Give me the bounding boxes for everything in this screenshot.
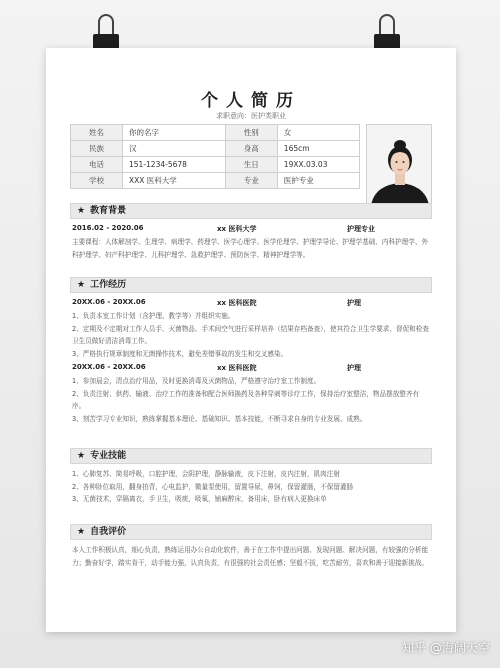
duty-line: 1、负责本室工作计划（含护理、教学等）并组织实施。 — [72, 312, 235, 320]
info-value: 165cm — [277, 141, 359, 157]
star-icon: ★ — [77, 451, 86, 461]
info-key: 身高 — [225, 141, 277, 157]
section-header — [70, 448, 432, 464]
info-row — [71, 141, 360, 157]
resume-title: 个人简历 — [201, 91, 301, 111]
resume-paper — [46, 48, 456, 632]
star-icon: ★ — [77, 527, 86, 537]
entry-period: 20XX.06 - 20XX.06 — [72, 298, 146, 306]
section-title: 工作经历 — [90, 280, 127, 290]
duty-line: 2、定期及不定期对工作人员手、灭菌物品、手术间空气进行采样培养（结果存档备查），使其符合卫生学要求、督促和检查卫生员做好清洁消毒工作。 — [72, 324, 429, 345]
section-title: 自我评价 — [90, 527, 127, 537]
work-entry — [70, 363, 432, 373]
info-value: 医护专业 — [277, 173, 359, 189]
work-duties — [70, 375, 432, 425]
info-key: 性别 — [225, 125, 277, 141]
entry-role: 护理 — [347, 364, 361, 372]
education-section — [70, 203, 432, 261]
duty-line: 2、负责注射、供药、输液、治疗工作的准备和配合医师换药及各种穿刺等诊疗工作，保持治疗室整洁，物品摆放整齐有序。 — [72, 389, 420, 410]
self-evaluation-text: 本人工作积极认真，细心负责，熟练运用办公自动化软件，善于在工作中提出问题、发现问题、解决问题，有较强的分析能力；勤奋好学，踏实肯干，动手能力强，认真负责，有很强的社会责任感；坚毅不拔，吃苦耐劳，喜欢和善于迎接新挑战。 — [72, 546, 429, 567]
info-value: 19XX.03.03 — [277, 157, 359, 173]
star-icon: ★ — [77, 280, 86, 290]
profile-photo — [366, 124, 432, 204]
info-key: 民族 — [71, 141, 123, 157]
job-intent: 求职意向：医护类职业 — [216, 112, 286, 120]
entry-role: 护理专业 — [347, 225, 375, 233]
work-entry — [70, 298, 432, 308]
section-header — [70, 524, 432, 540]
info-key: 电话 — [71, 157, 123, 173]
section-header — [70, 203, 432, 219]
duty-line: 3、严格执行规章制度和无菌操作技术，避免差错事故的发生和交叉感染。 — [72, 349, 288, 358]
skills-section — [70, 448, 432, 506]
section-title: 专业技能 — [90, 451, 127, 461]
entry-period: 2016.02 - 2020.06 — [72, 224, 144, 232]
info-key: 生日 — [225, 157, 277, 173]
section-title: 教育背景 — [90, 206, 127, 216]
section-header — [70, 277, 432, 293]
info-value: 151-1234-5678 — [123, 157, 226, 173]
duty-line: 3、刻苦学习专业知识，熟练掌握基本理论、基础知识、基本技能，不断寻求自身的专业发展、成熟。 — [72, 414, 367, 423]
education-courses: 主要课程：人体解剖学、生理学、病理学、药理学、医学心理学、医学伦理学、护理学导论、护理学基础、内科护理学、外科护理学、妇产科护理学、儿科护理学、急救护理学、预防医学、精神护理学等。 — [72, 238, 429, 259]
info-row — [71, 157, 360, 173]
info-row — [71, 125, 360, 141]
skill-line: 3、无菌技术，穿隔离衣，手卫生，吸痰，吸氧，铺麻醉床，备用床，卧有病人更换床单 — [72, 495, 327, 503]
info-value: 你的名字 — [123, 125, 226, 141]
work-duties — [70, 310, 432, 360]
info-key: 专业 — [225, 173, 277, 189]
info-key: 学校 — [71, 173, 123, 189]
skill-line: 2、各种卧位取用，翻身拍背，心电监护，微量泵使用，留置导尿，鼻饲，保留灌肠，不保留灌肠 — [72, 482, 354, 491]
self-evaluation-section — [70, 524, 432, 569]
duty-line: 1、参加晨会，清点治疗用品，及时更换消毒及灭菌物品，严格遵守治疗室工作制度。 — [72, 377, 321, 385]
skills-list — [70, 468, 432, 506]
watermark: 知乎 @海阔天空 — [402, 641, 490, 655]
entry-org: xx 医科医院 — [217, 364, 257, 372]
person-portrait-icon — [367, 125, 432, 204]
entry-org: xx 医科医院 — [217, 299, 257, 307]
star-icon: ★ — [77, 206, 86, 216]
personal-info-table — [70, 124, 360, 189]
skill-line: 1、心肺复苏、简易呼吸，口腔护理，会阴护理，静脉输液，皮下注射，皮内注射，肌肉注射 — [72, 470, 340, 478]
info-value: XXX 医科大学 — [123, 173, 226, 189]
info-key: 姓名 — [71, 125, 123, 141]
work-section — [70, 277, 432, 425]
entry-period: 20XX.06 - 20XX.06 — [72, 363, 146, 371]
info-value: 女 — [277, 125, 359, 141]
info-row — [71, 173, 360, 189]
entry-role: 护理 — [347, 299, 361, 307]
entry-org: xx 医科大学 — [217, 225, 257, 233]
education-entry — [70, 224, 432, 234]
info-value: 汉 — [123, 141, 226, 157]
